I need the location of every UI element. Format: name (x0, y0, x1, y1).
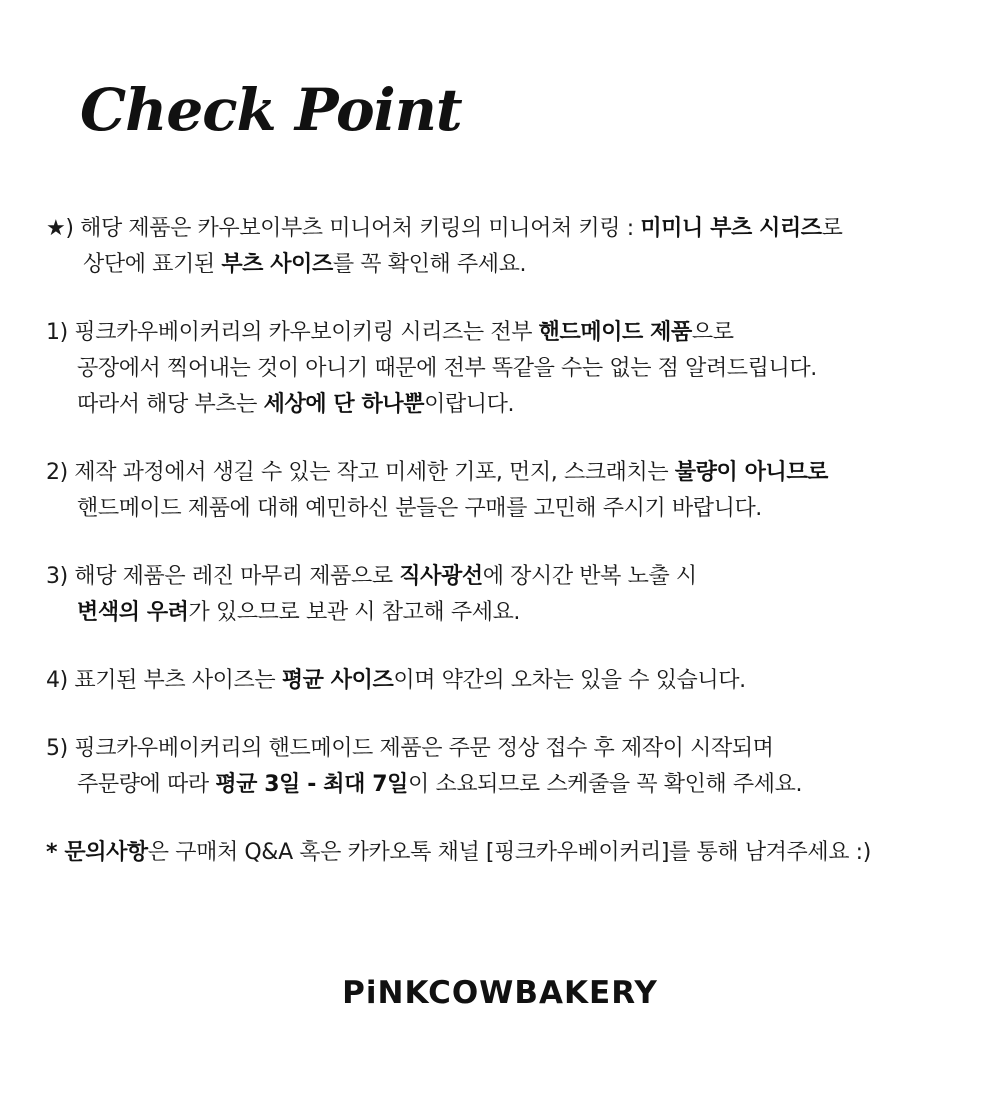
note-line: 핸드메이드 제품에 대해 예민하신 분들은 구매를 고민해 주시기 바랍니다. (77, 496, 762, 521)
note-line: 주문량에 따라 평균 3일 - 최대 7일이 소요되므로 스케줄을 꼭 확인해 주세요. (77, 772, 803, 797)
note-line: 공장에서 찍어내는 것이 아니기 때문에 전부 똑같을 수는 없는 점 알려드립니다. (77, 356, 817, 381)
note-5 (46, 731, 986, 803)
note-line: * 문의사항은 구매처 Q&A 혹은 카카오톡 채널 [핑크카우베이커리]를 통해 남겨주세요 :) (46, 840, 871, 865)
note-line: 4) 표기된 부츠 사이즈는 평균 사이즈이며 약간의 오차는 있을 수 있습니다. (46, 668, 746, 693)
note-line: 상단에 표기된 부츠 사이즈를 꼭 확인해 주세요. (83, 252, 527, 277)
page-title: Check Point (80, 76, 462, 144)
note-line: 3) 해당 제품은 레진 마무리 제품으로 직사광선에 장시간 반복 노출 시 (46, 564, 697, 589)
note-line: 5) 핑크카우베이커리의 핸드메이드 제품은 주문 정상 접수 후 제작이 시작되며 (46, 736, 774, 761)
note-1 (46, 315, 986, 423)
note-line: ★) 해당 제품은 카우보이부츠 미니어처 키링의 미니어처 키링 : 미미니 부츠 시리즈로 (46, 216, 843, 241)
note-line: 2) 제작 과정에서 생길 수 있는 작고 미세한 기포, 먼지, 스크래치는 불량이 아니므로 (46, 460, 829, 485)
note-3 (46, 559, 986, 631)
note-line: 변색의 우려가 있으므로 보관 시 참고해 주세요. (77, 600, 521, 625)
check-point-notes (46, 211, 986, 871)
note-4 (46, 663, 986, 699)
brand-logo: PiNKCOWBAKERY (342, 975, 658, 1011)
note-2 (46, 455, 986, 527)
note-inquiry (46, 835, 986, 871)
note-intro (46, 211, 986, 283)
note-line: 따라서 해당 부츠는 세상에 단 하나뿐이랍니다. (77, 392, 515, 417)
note-line: 1) 핑크카우베이커리의 카우보이키링 시리즈는 전부 핸드메이드 제품으로 (46, 320, 734, 345)
